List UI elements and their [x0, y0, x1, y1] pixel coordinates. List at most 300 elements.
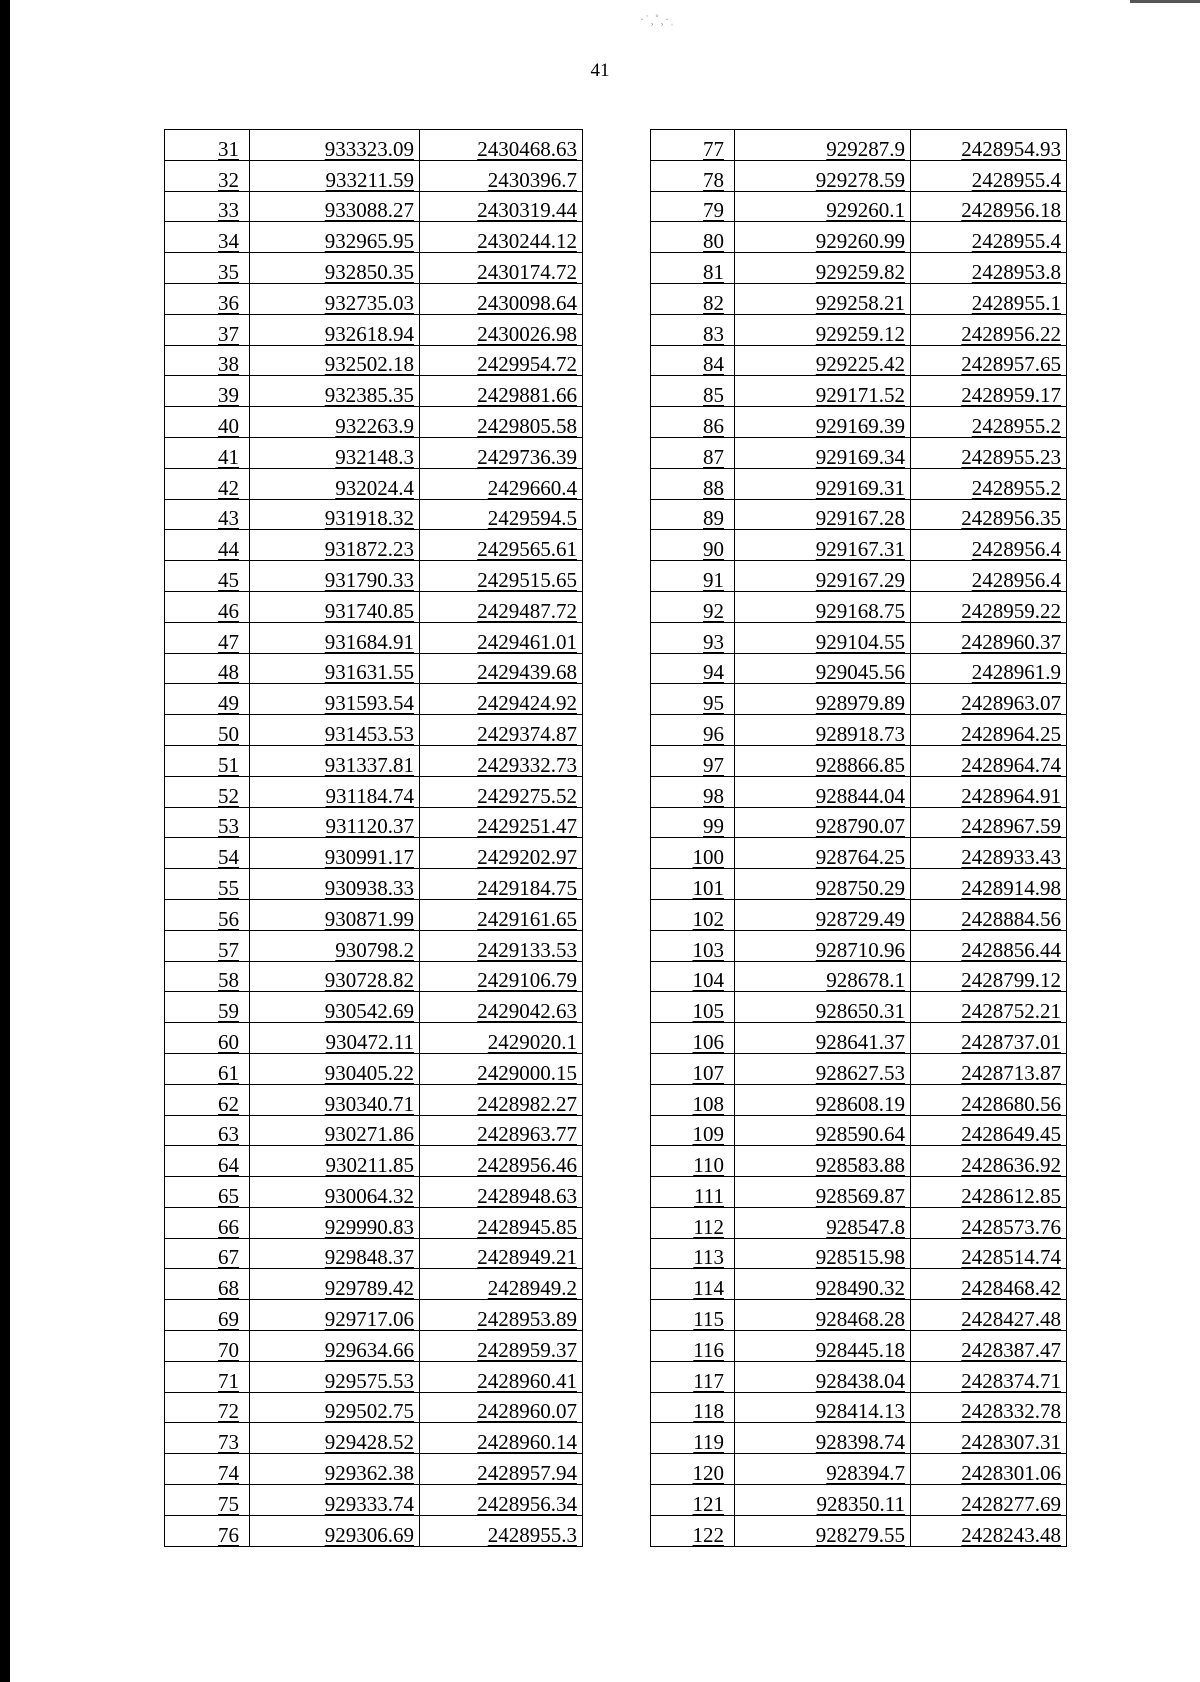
point-number-cell: 82 [651, 283, 735, 314]
point-number-cell: 111 [651, 1177, 735, 1208]
point-number-cell: 118 [651, 1392, 735, 1423]
x-coordinate-cell: 928350.11 [735, 1485, 911, 1516]
point-number-cell: 109 [651, 1115, 735, 1146]
point-number-cell: 67 [165, 1238, 250, 1269]
point-number-cell: 64 [165, 1146, 250, 1177]
y-coordinate-cell: 2429161.65 [420, 899, 583, 930]
x-coordinate-cell: 932965.95 [250, 222, 420, 253]
table-row [165, 345, 583, 376]
table-row [165, 838, 583, 869]
table-row [651, 160, 1067, 191]
y-coordinate-cell: 2428956.4 [911, 530, 1067, 561]
scan-noise-mark: ·˙¸˚¸·ˌ [640, 12, 675, 26]
x-coordinate-cell: 930728.82 [250, 961, 420, 992]
x-coordinate-cell: 932735.03 [250, 283, 420, 314]
point-number-cell: 121 [651, 1485, 735, 1516]
table-row [651, 253, 1067, 284]
table-row [165, 622, 583, 653]
y-coordinate-cell: 2428955.3 [420, 1515, 583, 1546]
x-coordinate-cell: 931453.53 [250, 715, 420, 746]
point-number-cell: 40 [165, 407, 250, 438]
point-number-cell: 117 [651, 1361, 735, 1392]
x-coordinate-cell: 928394.7 [735, 1454, 911, 1485]
y-coordinate-cell: 2428963.07 [911, 684, 1067, 715]
x-coordinate-cell: 928678.1 [735, 961, 911, 992]
table-row [165, 222, 583, 253]
point-number-cell: 115 [651, 1300, 735, 1331]
y-coordinate-cell: 2430396.7 [420, 160, 583, 191]
table-row [651, 130, 1067, 161]
point-number-cell: 31 [165, 130, 250, 161]
y-coordinate-cell: 2428514.74 [911, 1238, 1067, 1269]
x-coordinate-cell: 929634.66 [250, 1331, 420, 1362]
point-number-cell: 91 [651, 561, 735, 592]
x-coordinate-cell: 930798.2 [250, 930, 420, 961]
table-row [165, 591, 583, 622]
table-row [651, 1515, 1067, 1546]
point-number-cell: 39 [165, 376, 250, 407]
point-number-cell: 68 [165, 1269, 250, 1300]
table-row [651, 468, 1067, 499]
table-row [165, 1238, 583, 1269]
x-coordinate-cell: 929260.1 [735, 191, 911, 222]
x-coordinate-cell: 930991.17 [250, 838, 420, 869]
x-coordinate-cell: 932024.4 [250, 468, 420, 499]
point-number-cell: 57 [165, 930, 250, 961]
y-coordinate-cell: 2428956.46 [420, 1146, 583, 1177]
table-row [651, 222, 1067, 253]
table-row [651, 345, 1067, 376]
y-coordinate-cell: 2428307.31 [911, 1423, 1067, 1454]
x-coordinate-cell: 929167.29 [735, 561, 911, 592]
y-coordinate-cell: 2428949.21 [420, 1238, 583, 1269]
y-coordinate-cell: 2428301.06 [911, 1454, 1067, 1485]
table-row [165, 1423, 583, 1454]
x-coordinate-cell: 928608.19 [735, 1084, 911, 1115]
x-coordinate-cell: 931631.55 [250, 653, 420, 684]
table-row [165, 1392, 583, 1423]
table-row [651, 1269, 1067, 1300]
point-number-cell: 74 [165, 1454, 250, 1485]
table-row [651, 745, 1067, 776]
table-row [165, 1115, 583, 1146]
y-coordinate-cell: 2430319.44 [420, 191, 583, 222]
y-coordinate-cell: 2428960.41 [420, 1361, 583, 1392]
y-coordinate-cell: 2429020.1 [420, 1023, 583, 1054]
x-coordinate-cell: 930938.33 [250, 869, 420, 900]
y-coordinate-cell: 2428680.56 [911, 1084, 1067, 1115]
table-row [165, 1084, 583, 1115]
table-row [651, 653, 1067, 684]
table-row [651, 1023, 1067, 1054]
point-number-cell: 75 [165, 1485, 250, 1516]
y-coordinate-cell: 2430174.72 [420, 253, 583, 284]
y-coordinate-cell: 2428953.89 [420, 1300, 583, 1331]
x-coordinate-cell: 928445.18 [735, 1331, 911, 1362]
y-coordinate-cell: 2428649.45 [911, 1115, 1067, 1146]
x-coordinate-cell: 929169.34 [735, 437, 911, 468]
table-row [165, 1177, 583, 1208]
point-number-cell: 32 [165, 160, 250, 191]
table-row [651, 930, 1067, 961]
page-number: 41 [590, 60, 610, 81]
table-row [651, 1177, 1067, 1208]
table-row [165, 407, 583, 438]
x-coordinate-cell: 931740.85 [250, 591, 420, 622]
table-row [165, 130, 583, 161]
y-coordinate-cell: 2428959.22 [911, 591, 1067, 622]
table-row [165, 561, 583, 592]
y-coordinate-cell: 2428957.94 [420, 1454, 583, 1485]
x-coordinate-cell: 932148.3 [250, 437, 420, 468]
y-coordinate-cell: 2428957.65 [911, 345, 1067, 376]
table-row [165, 160, 583, 191]
point-number-cell: 114 [651, 1269, 735, 1300]
table-row [651, 376, 1067, 407]
point-number-cell: 119 [651, 1423, 735, 1454]
y-coordinate-cell: 2428243.48 [911, 1515, 1067, 1546]
point-number-cell: 99 [651, 807, 735, 838]
y-coordinate-cell: 2428956.35 [911, 499, 1067, 530]
x-coordinate-cell: 930211.85 [250, 1146, 420, 1177]
table-row [165, 499, 583, 530]
x-coordinate-cell: 931337.81 [250, 745, 420, 776]
point-number-cell: 97 [651, 745, 735, 776]
y-coordinate-cell: 2430244.12 [420, 222, 583, 253]
table-row [651, 1361, 1067, 1392]
point-number-cell: 45 [165, 561, 250, 592]
point-number-cell: 102 [651, 899, 735, 930]
y-coordinate-cell: 2429881.66 [420, 376, 583, 407]
table-row [651, 283, 1067, 314]
point-number-cell: 36 [165, 283, 250, 314]
y-coordinate-cell: 2429275.52 [420, 776, 583, 807]
y-coordinate-cell: 2428961.9 [911, 653, 1067, 684]
y-coordinate-cell: 2428468.42 [911, 1269, 1067, 1300]
y-coordinate-cell: 2429133.53 [420, 930, 583, 961]
x-coordinate-cell: 928438.04 [735, 1361, 911, 1392]
point-number-cell: 60 [165, 1023, 250, 1054]
x-coordinate-cell: 929169.39 [735, 407, 911, 438]
y-coordinate-cell: 2428963.77 [420, 1115, 583, 1146]
table-row [165, 745, 583, 776]
table-row [651, 715, 1067, 746]
table-row [165, 899, 583, 930]
table-row [165, 807, 583, 838]
y-coordinate-cell: 2428964.74 [911, 745, 1067, 776]
x-coordinate-cell: 929171.52 [735, 376, 911, 407]
y-coordinate-cell: 2428945.85 [420, 1207, 583, 1238]
y-coordinate-cell: 2429594.5 [420, 499, 583, 530]
point-number-cell: 73 [165, 1423, 250, 1454]
y-coordinate-cell: 2429487.72 [420, 591, 583, 622]
y-coordinate-cell: 2429106.79 [420, 961, 583, 992]
table-row [165, 376, 583, 407]
point-number-cell: 42 [165, 468, 250, 499]
point-number-cell: 122 [651, 1515, 735, 1546]
table-row [651, 899, 1067, 930]
y-coordinate-cell: 2429954.72 [420, 345, 583, 376]
table-row [651, 314, 1067, 345]
x-coordinate-cell: 931684.91 [250, 622, 420, 653]
table-row [651, 407, 1067, 438]
point-number-cell: 33 [165, 191, 250, 222]
y-coordinate-cell: 2428956.34 [420, 1485, 583, 1516]
y-coordinate-cell: 2429042.63 [420, 992, 583, 1023]
y-coordinate-cell: 2428636.92 [911, 1146, 1067, 1177]
table-row [165, 1485, 583, 1516]
point-number-cell: 108 [651, 1084, 735, 1115]
point-number-cell: 103 [651, 930, 735, 961]
x-coordinate-cell: 928750.29 [735, 869, 911, 900]
point-number-cell: 86 [651, 407, 735, 438]
x-coordinate-cell: 930064.32 [250, 1177, 420, 1208]
point-number-cell: 72 [165, 1392, 250, 1423]
y-coordinate-cell: 2430098.64 [420, 283, 583, 314]
table-row [165, 930, 583, 961]
x-coordinate-cell: 929575.53 [250, 1361, 420, 1392]
table-row [165, 1207, 583, 1238]
x-coordinate-cell: 929260.99 [735, 222, 911, 253]
y-coordinate-cell: 2428856.44 [911, 930, 1067, 961]
table-row [651, 499, 1067, 530]
x-coordinate-cell: 929045.56 [735, 653, 911, 684]
y-coordinate-cell: 2429805.58 [420, 407, 583, 438]
point-number-cell: 50 [165, 715, 250, 746]
y-coordinate-cell: 2429515.65 [420, 561, 583, 592]
table-row [165, 961, 583, 992]
table-row [165, 1454, 583, 1485]
point-number-cell: 110 [651, 1146, 735, 1177]
x-coordinate-cell: 929502.75 [250, 1392, 420, 1423]
y-coordinate-cell: 2428427.48 [911, 1300, 1067, 1331]
y-coordinate-cell: 2429565.61 [420, 530, 583, 561]
x-coordinate-cell: 933323.09 [250, 130, 420, 161]
y-coordinate-cell: 2429660.4 [420, 468, 583, 499]
y-coordinate-cell: 2429184.75 [420, 869, 583, 900]
table-row [651, 1423, 1067, 1454]
x-coordinate-cell: 930340.71 [250, 1084, 420, 1115]
table-row [651, 1485, 1067, 1516]
point-number-cell: 54 [165, 838, 250, 869]
table-row [165, 468, 583, 499]
x-coordinate-cell: 933211.59 [250, 160, 420, 191]
x-coordinate-cell: 929104.55 [735, 622, 911, 653]
point-number-cell: 94 [651, 653, 735, 684]
y-coordinate-cell: 2428612.85 [911, 1177, 1067, 1208]
y-coordinate-cell: 2428959.37 [420, 1331, 583, 1362]
x-coordinate-cell: 932618.94 [250, 314, 420, 345]
point-number-cell: 47 [165, 622, 250, 653]
table-row [651, 1392, 1067, 1423]
point-number-cell: 52 [165, 776, 250, 807]
point-number-cell: 93 [651, 622, 735, 653]
table-row [165, 530, 583, 561]
x-coordinate-cell: 928918.73 [735, 715, 911, 746]
y-coordinate-cell: 2428959.17 [911, 376, 1067, 407]
y-coordinate-cell: 2428955.1 [911, 283, 1067, 314]
y-coordinate-cell: 2428374.71 [911, 1361, 1067, 1392]
point-number-cell: 113 [651, 1238, 735, 1269]
y-coordinate-cell: 2429251.47 [420, 807, 583, 838]
y-coordinate-cell: 2428964.25 [911, 715, 1067, 746]
x-coordinate-cell: 932850.35 [250, 253, 420, 284]
y-coordinate-cell: 2428933.43 [911, 838, 1067, 869]
point-number-cell: 63 [165, 1115, 250, 1146]
y-coordinate-cell: 2428955.2 [911, 407, 1067, 438]
coordinate-table-right [650, 129, 1067, 1547]
y-coordinate-cell: 2428954.93 [911, 130, 1067, 161]
x-coordinate-cell: 929278.59 [735, 160, 911, 191]
coordinate-table-left [164, 129, 583, 1547]
y-coordinate-cell: 2429736.39 [420, 437, 583, 468]
x-coordinate-cell: 929225.42 [735, 345, 911, 376]
x-coordinate-cell: 928468.28 [735, 1300, 911, 1331]
y-coordinate-cell: 2428960.14 [420, 1423, 583, 1454]
table-row [165, 776, 583, 807]
table-row [651, 1331, 1067, 1362]
point-number-cell: 84 [651, 345, 735, 376]
point-number-cell: 78 [651, 160, 735, 191]
x-coordinate-cell: 929717.06 [250, 1300, 420, 1331]
scan-edge-mark [1130, 0, 1200, 3]
point-number-cell: 71 [165, 1361, 250, 1392]
y-coordinate-cell: 2428713.87 [911, 1053, 1067, 1084]
y-coordinate-cell: 2428332.78 [911, 1392, 1067, 1423]
x-coordinate-cell: 928398.74 [735, 1423, 911, 1454]
table-row [651, 1238, 1067, 1269]
table-row [651, 807, 1067, 838]
x-coordinate-cell: 928490.32 [735, 1269, 911, 1300]
point-number-cell: 70 [165, 1331, 250, 1362]
point-number-cell: 116 [651, 1331, 735, 1362]
x-coordinate-cell: 928729.49 [735, 899, 911, 930]
x-coordinate-cell: 930542.69 [250, 992, 420, 1023]
point-number-cell: 89 [651, 499, 735, 530]
table-row [651, 1454, 1067, 1485]
point-number-cell: 37 [165, 314, 250, 345]
y-coordinate-cell: 2429374.87 [420, 715, 583, 746]
y-coordinate-cell: 2429424.92 [420, 684, 583, 715]
point-number-cell: 85 [651, 376, 735, 407]
point-number-cell: 76 [165, 1515, 250, 1546]
x-coordinate-cell: 931593.54 [250, 684, 420, 715]
x-coordinate-cell: 928979.89 [735, 684, 911, 715]
y-coordinate-cell: 2428799.12 [911, 961, 1067, 992]
y-coordinate-cell: 2429000.15 [420, 1053, 583, 1084]
point-number-cell: 59 [165, 992, 250, 1023]
x-coordinate-cell: 929789.42 [250, 1269, 420, 1300]
point-number-cell: 100 [651, 838, 735, 869]
point-number-cell: 112 [651, 1207, 735, 1238]
x-coordinate-cell: 932385.35 [250, 376, 420, 407]
point-number-cell: 48 [165, 653, 250, 684]
point-number-cell: 104 [651, 961, 735, 992]
table-row [651, 561, 1067, 592]
y-coordinate-cell: 2430026.98 [420, 314, 583, 345]
x-coordinate-cell: 931120.37 [250, 807, 420, 838]
y-coordinate-cell: 2428914.98 [911, 869, 1067, 900]
table-row [165, 715, 583, 746]
y-coordinate-cell: 2428960.37 [911, 622, 1067, 653]
point-number-cell: 56 [165, 899, 250, 930]
x-coordinate-cell: 929259.82 [735, 253, 911, 284]
point-number-cell: 69 [165, 1300, 250, 1331]
point-number-cell: 55 [165, 869, 250, 900]
x-coordinate-cell: 929306.69 [250, 1515, 420, 1546]
table-row [651, 1084, 1067, 1115]
point-number-cell: 90 [651, 530, 735, 561]
table-row [165, 283, 583, 314]
x-coordinate-cell: 928627.53 [735, 1053, 911, 1084]
x-coordinate-cell: 929287.9 [735, 130, 911, 161]
point-number-cell: 106 [651, 1023, 735, 1054]
point-number-cell: 87 [651, 437, 735, 468]
x-coordinate-cell: 928547.8 [735, 1207, 911, 1238]
table-row [651, 1300, 1067, 1331]
x-coordinate-cell: 930271.86 [250, 1115, 420, 1146]
x-coordinate-cell: 929168.75 [735, 591, 911, 622]
x-coordinate-cell: 929258.21 [735, 283, 911, 314]
point-number-cell: 65 [165, 1177, 250, 1208]
y-coordinate-cell: 2428955.4 [911, 160, 1067, 191]
x-coordinate-cell: 928583.88 [735, 1146, 911, 1177]
table-row [651, 776, 1067, 807]
x-coordinate-cell: 930405.22 [250, 1053, 420, 1084]
x-coordinate-cell: 929259.12 [735, 314, 911, 345]
point-number-cell: 46 [165, 591, 250, 622]
point-number-cell: 79 [651, 191, 735, 222]
y-coordinate-cell: 2428956.22 [911, 314, 1067, 345]
point-number-cell: 92 [651, 591, 735, 622]
y-coordinate-cell: 2429439.68 [420, 653, 583, 684]
point-number-cell: 53 [165, 807, 250, 838]
table-row [651, 1207, 1067, 1238]
y-coordinate-cell: 2428948.63 [420, 1177, 583, 1208]
point-number-cell: 38 [165, 345, 250, 376]
x-coordinate-cell: 929169.31 [735, 468, 911, 499]
y-coordinate-cell: 2428953.8 [911, 253, 1067, 284]
y-coordinate-cell: 2428949.2 [420, 1269, 583, 1300]
x-coordinate-cell: 929990.83 [250, 1207, 420, 1238]
point-number-cell: 35 [165, 253, 250, 284]
y-coordinate-cell: 2428884.56 [911, 899, 1067, 930]
point-number-cell: 51 [165, 745, 250, 776]
table-row [165, 1300, 583, 1331]
point-number-cell: 43 [165, 499, 250, 530]
y-coordinate-cell: 2428277.69 [911, 1485, 1067, 1516]
point-number-cell: 41 [165, 437, 250, 468]
table-row [651, 961, 1067, 992]
table-row [165, 1023, 583, 1054]
scan-edge-bar [0, 0, 10, 1682]
x-coordinate-cell: 931790.33 [250, 561, 420, 592]
table-row [165, 191, 583, 222]
x-coordinate-cell: 928569.87 [735, 1177, 911, 1208]
x-coordinate-cell: 931918.32 [250, 499, 420, 530]
table-row [651, 1053, 1067, 1084]
x-coordinate-cell: 930871.99 [250, 899, 420, 930]
x-coordinate-cell: 928710.96 [735, 930, 911, 961]
y-coordinate-cell: 2430468.63 [420, 130, 583, 161]
point-number-cell: 62 [165, 1084, 250, 1115]
table-row [651, 530, 1067, 561]
table-row [165, 1053, 583, 1084]
y-coordinate-cell: 2428956.4 [911, 561, 1067, 592]
table-row [165, 437, 583, 468]
y-coordinate-cell: 2428573.76 [911, 1207, 1067, 1238]
y-coordinate-cell: 2429461.01 [420, 622, 583, 653]
